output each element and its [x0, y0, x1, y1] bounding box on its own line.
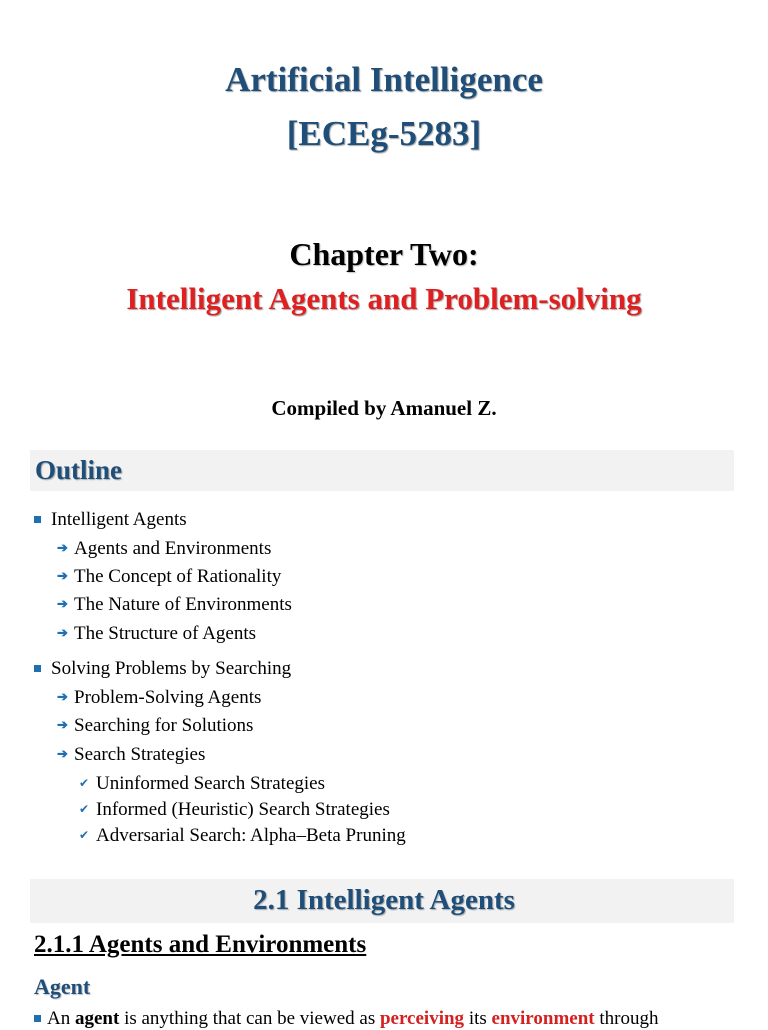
- outline-subitem: Search Strategies: [74, 744, 206, 765]
- check-bullet-icon: ✔: [79, 828, 90, 842]
- definition-paragraph: An agent is anything that can be viewed as perceiving its environment through: [47, 1008, 659, 1029]
- outline-subitem: The Concept of Rationality: [74, 566, 282, 587]
- outline-subsubitem: Informed (Heuristic) Search Strategies: [96, 799, 390, 820]
- outline-header-band: [30, 450, 734, 491]
- arrow-bullet-icon: ➔: [57, 625, 68, 640]
- arrow-bullet-icon: ➔: [57, 717, 68, 732]
- course-title: Artificial Intelligence: [225, 60, 543, 99]
- section-heading: 2.1 Intelligent Agents: [253, 884, 515, 916]
- subsection-heading: 2.1.1 Agents and Environments: [34, 931, 367, 958]
- compiled-by: Compiled by Amanuel Z.: [271, 396, 497, 420]
- arrow-bullet-icon: ➔: [57, 746, 68, 761]
- arrow-bullet-icon: ➔: [57, 596, 68, 611]
- check-bullet-icon: ✔: [79, 802, 90, 816]
- outline-subsubitem: Uninformed Search Strategies: [96, 773, 325, 794]
- chapter-title: Intelligent Agents and Problem-solving: [126, 281, 642, 316]
- term-heading: Agent: [34, 974, 91, 999]
- outline-heading: Outline: [35, 455, 123, 485]
- square-bullet-icon: [34, 665, 41, 672]
- outline-subitem: The Nature of Environments: [74, 594, 292, 615]
- arrow-bullet-icon: ➔: [57, 568, 68, 583]
- outline-subitem: Problem-Solving Agents: [74, 687, 262, 708]
- outline-item: Intelligent Agents: [51, 509, 187, 530]
- course-code: [ECEg-5283]: [286, 114, 482, 153]
- outline-subsubitem: Adversarial Search: Alpha–Beta Pruning: [96, 825, 406, 846]
- outline-subitem: Agents and Environments: [74, 538, 272, 559]
- square-bullet-icon: [34, 516, 41, 523]
- outline-item: Solving Problems by Searching: [51, 658, 292, 679]
- outline-subitem: The Structure of Agents: [74, 623, 257, 644]
- check-bullet-icon: ✔: [79, 776, 90, 790]
- outline-subitem: Searching for Solutions: [74, 715, 254, 736]
- square-bullet-icon: [34, 1015, 41, 1022]
- chapter-label: Chapter Two:: [289, 236, 479, 272]
- arrow-bullet-icon: ➔: [57, 689, 68, 704]
- arrow-bullet-icon: ➔: [57, 540, 68, 555]
